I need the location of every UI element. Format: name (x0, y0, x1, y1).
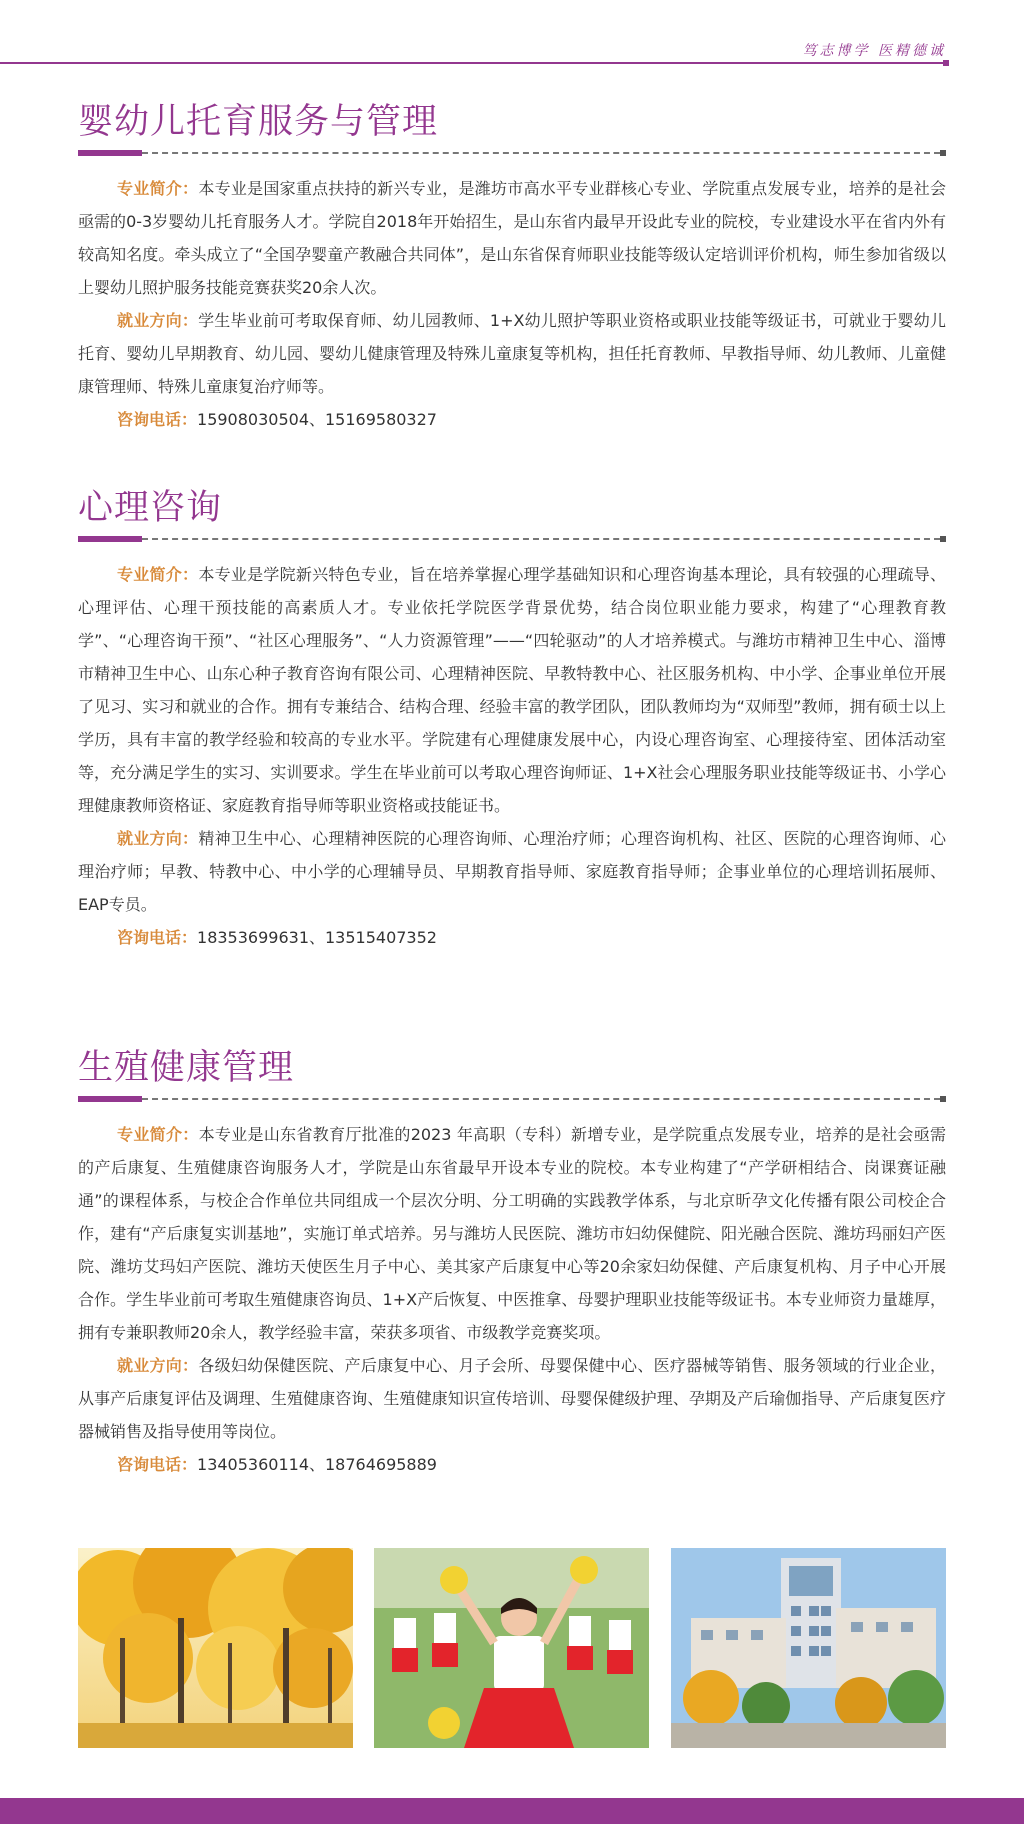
intro-text: 本专业是山东省教育厅批准的2023 年高职（专科）新增专业，是学院重点发展专业，培养的是社会亟需的产后康复、生殖健康咨询服务人才，学院是山东省最早开设本专业的院校。本专业构建了“产学研相结合、岗课赛证融通”的课程体系，与校企合作单位共同组成一个层次分明、分工明确的实践教学体系，与北京昕孕文化传播有限公司校企合作，建有“产后康复实训基地”，实施订单式培养。另与潍坊人民医院、潍坊市妇幼保健院、阳光融合医院、潍坊玛丽妇产医院、潍坊艾玛妇产医院、潍坊天使医生月子中心、美其家产后康复中心等20余家妇幼保健、产后康复机构、月子中心开展合作。学生毕业前可考取生殖健康咨询员、1+X产后恢复、中医推拿、母婴护理职业技能等级证书。本专业师资力量雄厚，拥有专兼职教师20余人，教学经验丰富，荣获多项省、市级教学竞赛奖项。 (78, 1125, 946, 1342)
intro-paragraph (78, 558, 946, 822)
school-motto: 笃志博学 医精德诚 (802, 43, 946, 59)
career-text: 学生毕业前可考取保育师、幼儿园教师、1+X幼儿照护等职业资格或职业技能等级证书，可就业于婴幼儿托育、婴幼儿早期教育、幼儿园、婴幼儿健康管理及特殊儿童康复等机构，担任托育教师、早教指导师、幼儿教师、儿童健康管理师、特殊儿童康复治疗师等。 (78, 311, 946, 396)
phone-paragraph (78, 1448, 946, 1481)
phone-label: 咨询电话： (117, 928, 198, 947)
career-paragraph (78, 1349, 946, 1448)
intro-text: 本专业是国家重点扶持的新兴专业，是潍坊市高水平专业群核心专业、学院重点发展专业，培养的是社会亟需的0-3岁婴幼儿托育服务人才。学院自2018年开始招生，是山东省内最早开设此专业的院校，专业建设水平在省内外有较高知名度。牵头成立了“全国孕婴童产教融合共同体”，是山东省保育师职业技能等级认定培训评价机构，师生参加省级以上婴幼儿照护服务技能竞赛获奖20余人次。 (78, 179, 946, 297)
career-text: 各级妇幼保健医院、产后康复中心、月子会所、母婴保健中心、医疗器械等销售、服务领域的行业企业，从事产后康复评估及调理、生殖健康咨询、生殖健康知识宣传培训、母婴保健级护理、孕期及产后瑜伽指导、产后康复医疗器械销售及指导使用等岗位。 (78, 1356, 946, 1441)
cheerleaders-photo-icon (374, 1548, 649, 1748)
section-childcare (78, 98, 946, 436)
career-paragraph (78, 822, 946, 921)
section-title: 心理咨询 (78, 488, 223, 528)
footer-band (0, 1798, 1024, 1824)
intro-text: 本专业是学院新兴特色专业，旨在培养掌握心理学基础知识和心理咨询基本理论，具有较强的心理疏导、心理评估、心理干预技能的高素质人才。专业依托学院医学背景优势，结合岗位职业能力要求，构建了“心理教育教学”、“心理咨询干预”、“社区心理服务”、“人力资源管理”——“四轮驱动”的人才培养模式。与潍坊市精神卫生中心、淄博市精神卫生中心、山东心种子教育咨询有限公司、心理精神医院、早教特教中心、社区服务机构、中小学、企事业单位开展了见习、实习和就业的合作。拥有专兼结合、结构合理、经验丰富的教学团队，团队教师均为“双师型”教师，拥有硕士以上学历，具有丰富的教学经验和较高的专业水平。学院建有心理健康发展中心，内设心理咨询室、心理接待室、团体活动室等，充分满足学生的实习、实训要求。学生在毕业前可以考取心理咨询师证、1+X社会心理服务职业技能等级证书、小学心理健康教师资格证、家庭教育指导师等职业资格或技能证书。 (78, 565, 946, 815)
section-title: 生殖健康管理 (78, 1048, 295, 1088)
section-rule (78, 150, 946, 158)
section-rule (78, 1096, 946, 1104)
career-text: 精神卫生中心、心理精神医院的心理咨询师、心理治疗师；心理咨询机构、社区、医院的心理咨询师、心理治疗师；早教、特教中心、中小学的心理辅导员、早期教育指导师、家庭教育指导师；企事业单位的心理培训拓展师、EAP专员。 (78, 829, 946, 914)
phone-numbers: 18353699631、13515407352 (197, 928, 437, 947)
intro-label: 专业简介： (117, 1125, 199, 1144)
career-label: 就业方向： (117, 311, 199, 330)
career-label: 就业方向： (117, 1356, 199, 1375)
intro-label: 专业简介： (117, 179, 199, 198)
phone-paragraph (78, 921, 946, 954)
career-paragraph (78, 304, 946, 403)
header-rule-end (943, 60, 949, 66)
intro-paragraph (78, 172, 946, 304)
section-title: 婴幼儿托育服务与管理 (78, 102, 439, 142)
intro-paragraph (78, 1118, 946, 1349)
campus-building-photo-icon (671, 1548, 946, 1748)
header-rule (0, 62, 946, 64)
section-reproductive-health (78, 1044, 946, 1481)
phone-numbers: 15908030504、15169580327 (197, 410, 437, 429)
career-label: 就业方向： (117, 829, 199, 848)
phone-label: 咨询电话： (117, 410, 198, 429)
ginkgo-trees-photo-icon (78, 1548, 353, 1748)
section-psychology (78, 484, 946, 954)
intro-label: 专业简介： (117, 565, 199, 584)
phone-label: 咨询电话： (117, 1455, 198, 1474)
phone-numbers: 13405360114、18764695889 (197, 1455, 437, 1474)
phone-paragraph (78, 403, 946, 436)
section-rule (78, 536, 946, 544)
